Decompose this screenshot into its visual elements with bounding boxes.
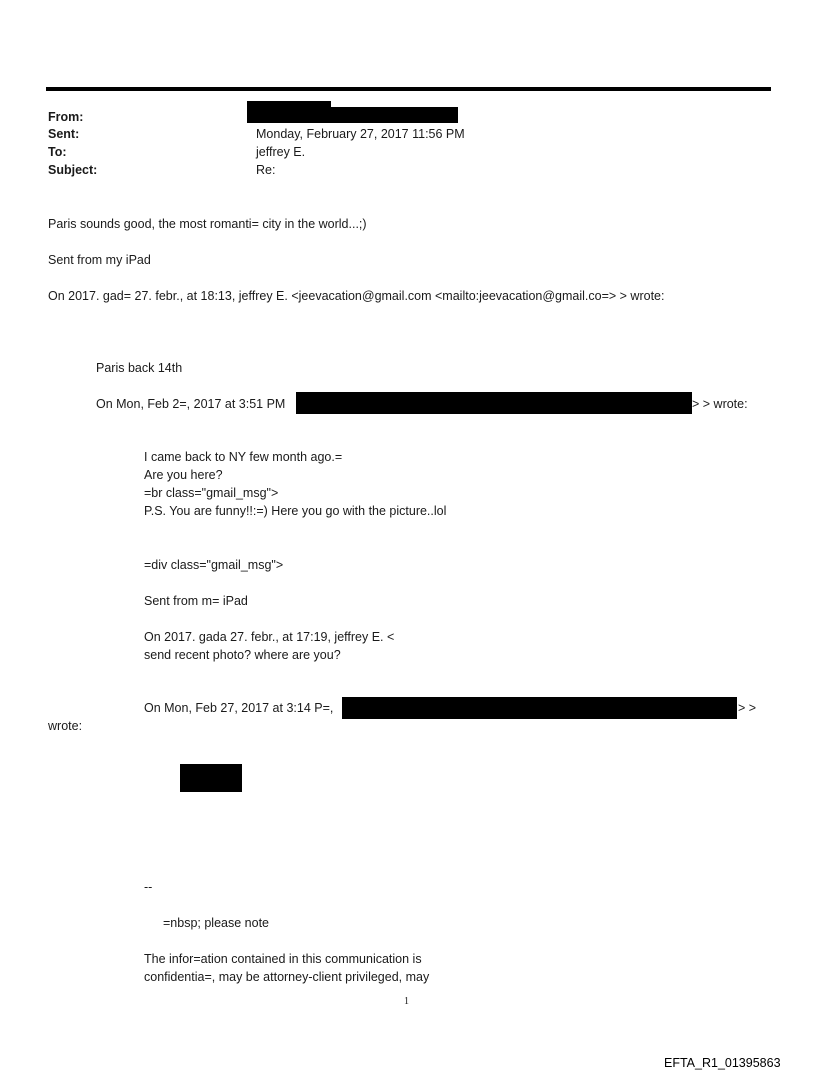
quote1-redaction (296, 392, 692, 414)
sent-label: Sent: (48, 127, 80, 141)
body-line-2: Sent from my iPad (48, 253, 151, 267)
subject-value: Re: (256, 163, 276, 177)
page-number: 1 (404, 996, 409, 1007)
quote2-redaction (342, 697, 737, 719)
from-redaction-1 (247, 101, 331, 123)
body-line-1: Paris sounds good, the most romanti= city in the world...;) (48, 217, 367, 231)
from-redaction-2 (330, 107, 458, 123)
body-line-3: On 2017. gad= 27. febr., at 18:13, jeffrey E. <jeevacation@gmail.com <mailto:jeevacation@gmail.co=> > wrote: (48, 289, 665, 303)
quote2-line-8: send recent photo? where are you? (144, 648, 341, 662)
quote2-line-10: wrote: (48, 719, 83, 733)
subject-label: Subject: (48, 163, 98, 177)
to-label: To: (48, 145, 67, 159)
signature-line-2: The infor=ation contained in this communication is (144, 952, 422, 966)
quote2-line-5: =div class="gmail_msg"> (144, 558, 284, 572)
quote1-line-2-prefix: On Mon, Feb 2=, 2017 at 3:51 PM (96, 397, 286, 411)
signature-dashes: -- (144, 880, 153, 894)
image-redaction (180, 764, 242, 792)
to-value: jeffrey E. (256, 145, 306, 159)
signature-line-3: confidentia=, may be attorney-client privileged, may (144, 970, 430, 984)
quote1-line-1: Paris back 14th (96, 361, 183, 375)
sent-value: Monday, February 27, 2017 11:56 PM (256, 127, 465, 141)
quote2-line-1: I came back to NY few month ago.= (144, 450, 343, 464)
quote2-line-4: P.S. You are funny!!:=) Here you go with the picture..lol (144, 504, 447, 518)
document-id: EFTA_R1_01395863 (664, 1056, 781, 1070)
quote2-line-3: =br class="gmail_msg"> (144, 486, 279, 500)
quote2-line-9-prefix: On Mon, Feb 27, 2017 at 3:14 P=, (144, 701, 334, 715)
header-rule (46, 87, 771, 91)
quote2-line-7: On 2017. gada 27. febr., at 17:19, jeffrey E. < (144, 630, 395, 644)
quote2-line-2: Are you here? (144, 468, 223, 482)
from-label: From: (48, 110, 84, 124)
quote2-line-6: Sent from m= iPad (144, 594, 248, 608)
quote2-line-9-suffix: > > (738, 701, 757, 715)
quote1-line-2-suffix: > > wrote: (692, 397, 748, 411)
signature-line-1: =nbsp; please note (163, 916, 269, 930)
